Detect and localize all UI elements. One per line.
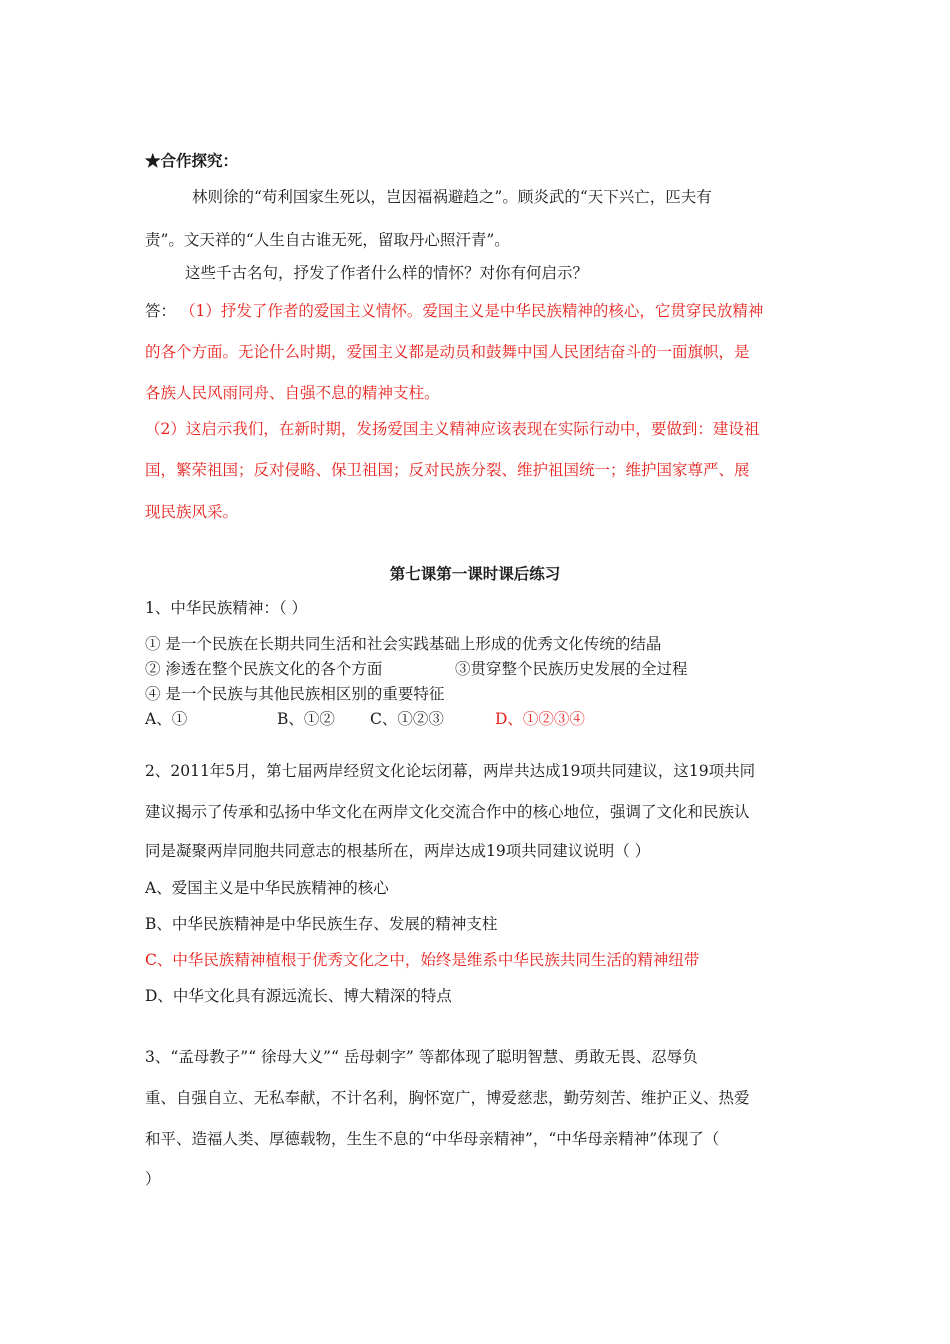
question-2-option-b: B、中华民族精神是中华民族生存、发展的精神支柱 xyxy=(145,915,498,933)
answer-line: 的各个方面。无论什么时期，爱国主义都是动员和鼓舞中国人民团结奋斗的一面旗帜，是 xyxy=(145,343,750,361)
question-3-stem: 3、“孟母教子”“ 徐母大义”“ 岳母刺字” 等都体现了聪明智慧、勇敢无畏、忍辱负 xyxy=(145,1048,698,1066)
question-2-stem: 同是凝聚两岸同胞共同意志的根基所在，两岸达成19项共同建议说明（ ） xyxy=(145,842,651,860)
question-1-stem: 1、中华民族精神：（ ） xyxy=(145,599,308,617)
answer-line: 各族人民风雨同舟、自强不息的精神支柱。 xyxy=(145,384,440,402)
question-1-option-d: D、①②③④ xyxy=(495,710,585,728)
answer-line: 国，繁荣祖国；反对侵略、保卫祖国；反对民族分裂、维护祖国统一；维护国家尊严、展 xyxy=(145,461,750,479)
question-3-stem: ） xyxy=(145,1170,161,1188)
question-2-stem: 建议揭示了传承和弘扬中华文化在两岸文化交流合作中的核心地位，强调了文化和民族认 xyxy=(145,803,750,821)
question-line: 责”。文天祥的“人生自古谁无死，留取丹心照汗青”。 xyxy=(145,231,510,249)
question-3-stem: 重、自强自立、无私奉献，不计名利，胸怀宽广，博爱慈悲，勤劳刻苦、维护正义、热爱 xyxy=(145,1089,750,1107)
question-1-item: ① 是一个民族在长期共同生活和社会实践基础上形成的优秀文化传统的结晶 xyxy=(145,635,662,653)
question-1-item: ② 渗透在整个民族文化的各个方面 xyxy=(145,660,383,678)
question-2-option-c: C、中华民族精神植根于优秀文化之中，始终是维系中华民族共同生活的精神纽带 xyxy=(145,951,700,969)
answer-line: 现民族风采。 xyxy=(145,503,239,521)
question-1-item: ③贯穿整个民族历史发展的全过程 xyxy=(455,660,688,678)
question-1-option-b: B、①② xyxy=(277,710,335,728)
question-3-stem: 和平、造福人类、厚德载物，生生不息的“中华母亲精神”，“中华母亲精神”体现了（ xyxy=(145,1130,720,1148)
question-2-option-a: A、爱国主义是中华民族精神的核心 xyxy=(145,879,389,897)
question-1-item: ④ 是一个民族与其他民族相区别的重要特征 xyxy=(145,685,445,703)
question-line: 林则徐的“苟利国家生死以，岂因福祸避趋之”。顾炎武的“天下兴亡，匹夫有 xyxy=(192,188,712,206)
answer-label: 答： xyxy=(145,302,177,320)
section-heading: ★合作探究： xyxy=(145,151,239,170)
question-line: 这些千古名句，抒发了作者什么样的情怀？对你有何启示？ xyxy=(185,264,589,282)
question-1-option-c: C、①②③ xyxy=(370,710,444,728)
question-2-option-d: D、中华文化具有源远流长、博大精深的特点 xyxy=(145,987,452,1005)
question-2-stem: 2、2011年5月，第七届两岸经贸文化论坛闭幕，两岸共达成19项共同建议，这19项共同 xyxy=(145,762,756,780)
answer-line: （1）抒发了作者的爱国主义情怀。爱国主义是中华民族精神的核心，它贯穿民放精神 xyxy=(180,302,764,320)
question-1-option-a: A、① xyxy=(145,710,188,728)
exercise-title: 第七课第一课时课后练习 xyxy=(389,564,561,583)
answer-line: （2）这启示我们，在新时期，发扬爱国主义精神应该表现在实际行动中，要做到：建设祖 xyxy=(145,420,760,438)
